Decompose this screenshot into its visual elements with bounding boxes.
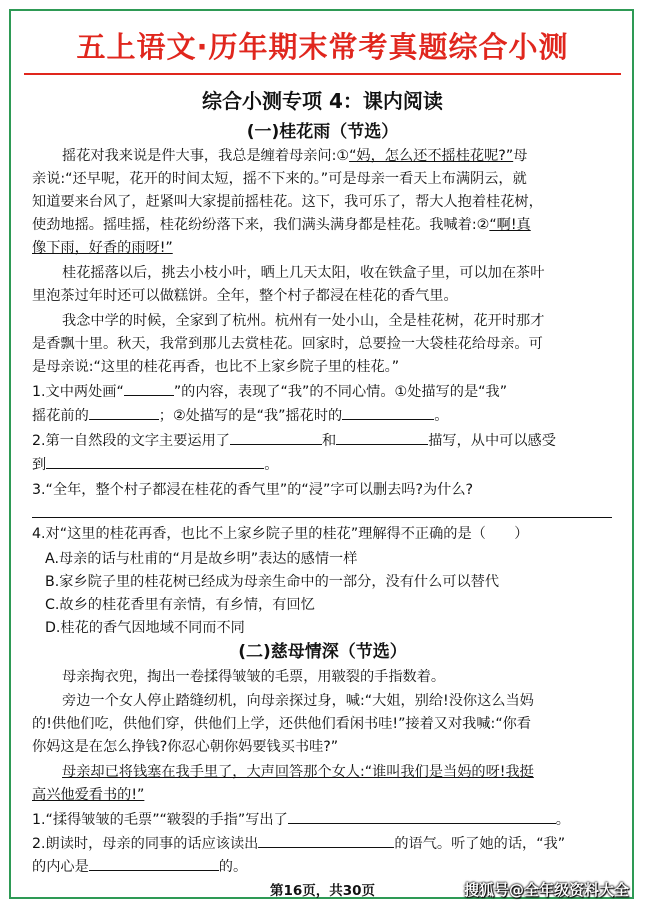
answer-blank[interactable]	[258, 833, 394, 848]
s2-p2-line-2: 的!供他们吃，供他们穿，供他们上学，还供他们看闲书哇!”接着又对我喊:“你看	[32, 716, 532, 732]
answer-blank[interactable]	[342, 405, 434, 420]
option-d[interactable]: D.桂花的香气因地域不同而不同	[45, 620, 245, 636]
question-1-line-1: 1.文中两处画“ ”的内容，表现了“我”的不同心情。①处描写的是“我”	[32, 381, 507, 403]
s1-p2-line-2: 里泡茶过年时还可以做糕饼。全年，整个村子都浸在桂花的香气里。	[32, 288, 458, 304]
page-banner-title: 五上语文·历年期末常考真题综合小测	[76, 30, 569, 64]
option-b[interactable]: B.家乡院子里的桂花树已经成为母亲生命中的一部分，没有什么可以替代	[45, 574, 500, 590]
section-2-title: (二)慈母情深（节选）	[238, 642, 407, 662]
section-1-title: (一)桂花雨（节选）	[246, 122, 399, 142]
s1-p2-line-1: 桂花摇落以后，挑去小枝小叶，晒上几天太阳，收在铁盒子里，可以加在茶叶	[62, 265, 545, 281]
answer-line[interactable]	[32, 517, 612, 518]
page-subtitle: 综合小测专项 4：课内阅读	[202, 89, 443, 113]
underlined-quote-1: “妈，怎么还不摇桂花呢?”	[349, 148, 514, 164]
watermark: 搜狐号@全年级资料大全	[463, 881, 629, 899]
option-c[interactable]: C.故乡的桂花香里有亲情，有乡情，有回忆	[45, 597, 315, 613]
question-1-line-2: 摇花前的 ；②处描写的是“我”摇花时的 。	[32, 405, 448, 427]
s1-p1-line-5: 像下雨，好香的雨呀!”	[32, 240, 173, 256]
answer-blank[interactable]	[46, 454, 264, 469]
answer-blank[interactable]	[230, 430, 322, 445]
s2-p1-line-1: 母亲掏衣兜，掏出一卷揉得皱皱的毛票，用皲裂的手指数着。	[62, 669, 446, 685]
question-4: 4.对“这里的桂花再香，也比不上家乡院子里的桂花”理解得不正确的是（ ）	[32, 526, 529, 542]
s2-p2-line-1: 旁边一个女人停止踏缝纫机，向母亲探过身，喊:“大姐，别给!没你这么当妈	[62, 693, 534, 709]
s2-p3-line-2: 高兴他爱看书的!”	[32, 787, 145, 803]
answer-blank[interactable]	[89, 856, 219, 871]
s1-p3-line-2: 是香飘十里。秋天，我常到那儿去赏桂花。回家时，总要捡一大袋桂花给母亲。可	[32, 336, 543, 352]
s1-p3-line-1: 我念中学的时候，全家到了杭州。杭州有一处小山，全是桂花树，花开时那才	[62, 313, 545, 329]
s2-p3-line-1: 母亲却已将钱塞在我手里了，大声回答那个女人:“谁叫我们是当妈的呀!我挺	[62, 764, 534, 780]
question-2-line-2: 到 。	[32, 454, 278, 476]
s1-p1-line-3: 知道要来台风了，赶紧叫大家提前摇桂花。这下，我可乐了，帮大人抱着桂花树，	[32, 194, 543, 210]
s2-question-1: 1.“揉得皱皱的毛票”“皲裂的手指”写出了 。	[32, 809, 570, 831]
question-3: 3.“全年，整个村子都浸在桂花的香气里”的“浸”字可以删去吗?为什么?	[32, 482, 474, 498]
answer-blank[interactable]	[336, 430, 428, 445]
page-number: 第16页，共30页	[269, 883, 376, 899]
s2-p2-line-3: 你妈这是在怎么挣钱?你忍心朝你妈要钱买书哇?”	[32, 739, 339, 755]
s2-question-2-line-1: 2.朗读时，母亲的同事的话应该读出 的语气。听了她的话，“我”	[32, 833, 565, 855]
underlined-quote-2: “啊!真	[489, 217, 531, 233]
banner-divider	[24, 73, 621, 75]
s1-p1-line-1: 摇花对我来说是件大事，我总是缠着母亲问:①“妈，怎么还不摇桂花呢?”母	[62, 148, 528, 164]
s2-question-2-line-2: 的内心是 的。	[32, 856, 247, 878]
s1-p1-line-4: 使劲地摇。摇哇摇，桂花纷纷落下来，我们满头满身都是桂花。我喊着:②“啊!真	[32, 217, 531, 233]
option-a[interactable]: A.母亲的话与杜甫的“月是故乡明”表达的感情一样	[45, 551, 358, 567]
s1-p1-line-2: 亲说:“还早呢，花开的时间太短，摇不下来的。”可是母亲一看天上布满阴云，就	[32, 171, 527, 187]
answer-blank[interactable]	[89, 405, 159, 420]
s1-p3-line-3: 是母亲说:“这里的桂花再香，也比不上家乡院子里的桂花。”	[32, 359, 400, 375]
answer-blank[interactable]	[124, 381, 174, 396]
answer-blank[interactable]	[288, 809, 556, 824]
question-2-line-1: 2.第一自然段的文字主要运用了 和 描写，从中可以感受	[32, 430, 556, 452]
